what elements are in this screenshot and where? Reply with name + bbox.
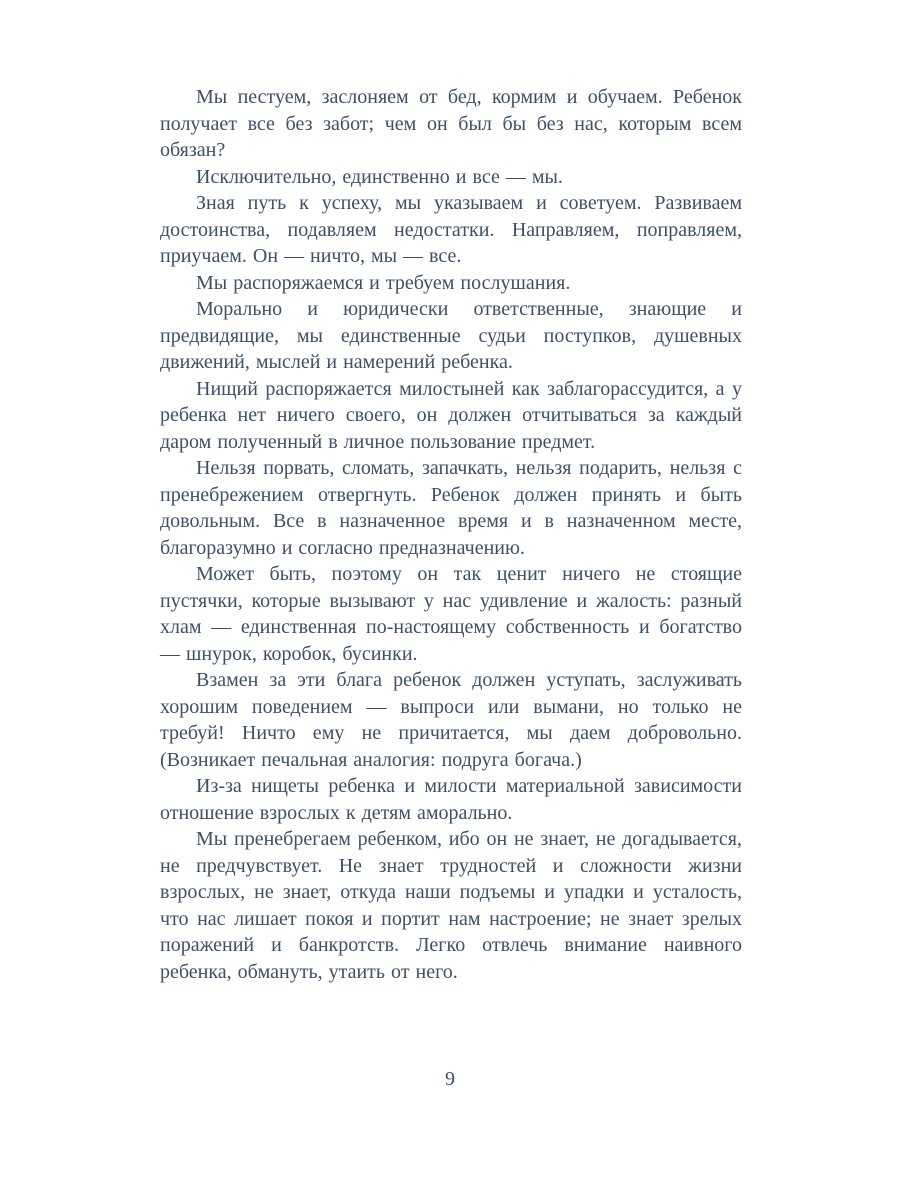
paragraph: Нищий распоряжается милостыней как заблагорассудится, а у ребенка нет ничего своего, он должен отчитываться за каждый даром полученный в личное пользование предмет. [160, 377, 742, 453]
paragraph: Мы пестуем, заслоняем от бед, кормим и обучаем. Ребенок получает все без забот; чем он был бы без нас, которым всем обязан? [160, 86, 742, 161]
paragraph: Взамен за эти блага ребенок должен уступать, заслуживать хорошим поведением — выпроси или вымани, но только не требуй! Ничто ему не причитается, мы даем добровольно. (Возникает печальная аналогия: подруга богача.) [160, 669, 742, 771]
paragraph: Мы распоряжаемся и требуем послушания. [196, 271, 571, 294]
paragraph: Из-за нищеты ребенка и милости материальной зависимости отношение взрослых к детям аморально. [160, 775, 742, 824]
paragraph: Нельзя порвать, сломать, запачкать, нельзя подарить, нельзя с пренебрежением отвергнуть. Ребенок должен принять и быть довольным. Все в назначенное время и в назначенном месте, благоразумно и согласно предназначению. [160, 457, 742, 559]
paragraph: Исключительно, единственно и все — мы. [196, 165, 563, 188]
page-text [160, 84, 742, 985]
paragraph: Может быть, поэтому он так ценит ничего не стоящие пустячки, которые вызывают у нас удивление и жалость: разный хлам — единственная по-настоящему собственность и богатство — шнурок, коробок, бусинки. [160, 563, 742, 665]
paragraph: Зная путь к успеху, мы указываем и советуем. Развиваем достоинства, подавляем недостатки. Направляем, поправляем, приучаем. Он — ничто, мы — все. [160, 192, 742, 267]
paragraph: Морально и юридически ответственные, знающие и предвидящие, мы единственные судьи поступков, душевных движений, мыслей и намерений ребенка. [160, 298, 742, 373]
paragraph: Мы пренебрегаем ребенком, ибо он не знает, не догадывается, не предчувствует. Не знает трудностей и сложности жизни взрослых, не знает, откуда наши подъемы и упадки и усталость, что нас лишает покоя и портит нам настроение; не знает зрелых поражений и банкротств. Легко отвлечь внимание наивного ребенка, обмануть, утаить от него. [160, 828, 742, 983]
page-number: 9 [445, 1068, 455, 1090]
